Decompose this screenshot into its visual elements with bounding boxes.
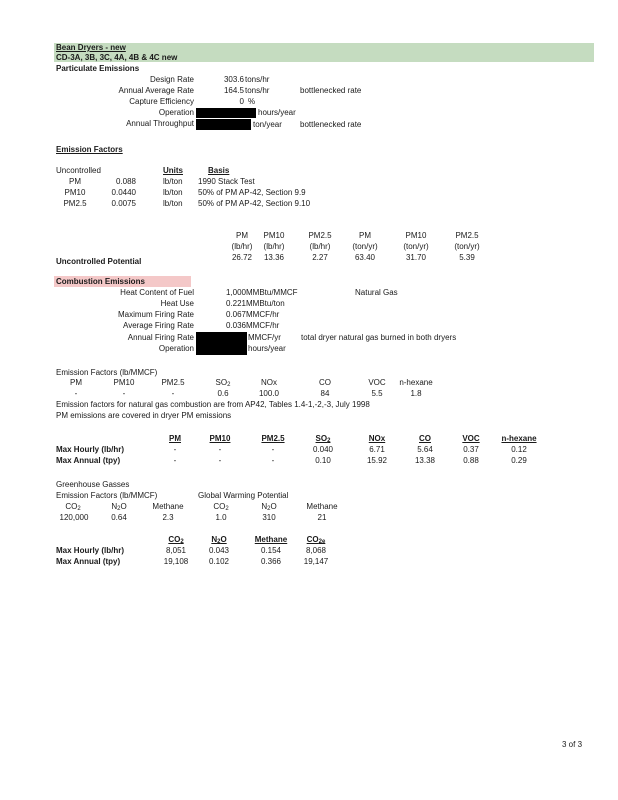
ghg-max-hourly-value: 8,051 [165, 546, 187, 555]
ef-col: PM [70, 378, 82, 387]
max-hourly-value: 0.12 [511, 445, 527, 454]
combustion-label: Average Firing Rate [123, 321, 194, 330]
max-annual-value: 13.38 [414, 456, 436, 465]
max-col: VOC [462, 434, 480, 443]
particulate-unit: tons/hr [245, 86, 270, 95]
ghg-max-annual-value: 0.102 [208, 557, 230, 566]
ef-col: VOC [368, 378, 386, 387]
max-hourly-value: - [173, 445, 177, 454]
combustion-value: 1,000 [225, 288, 246, 297]
uncontrolled-label: Uncontrolled [56, 166, 101, 175]
particulate-value: 0 [239, 97, 244, 106]
potential-value: 26.72 [231, 253, 253, 262]
ef-value: - [122, 389, 126, 398]
redaction-box [196, 343, 247, 355]
ghg-max-hourly-value: 0.154 [260, 546, 282, 555]
potential-col-name: PM2.5 [455, 231, 479, 240]
combustion-label: Operation [158, 344, 194, 353]
ghg-max-hourly-value: 8,068 [305, 546, 327, 555]
ef-unit: lb/ton [163, 199, 183, 208]
potential-col-unit: (ton/yr) [403, 242, 429, 251]
combustion-value: 0.067 [225, 310, 246, 319]
ghg-gwp-heading: Global Warming Potential [198, 491, 289, 500]
ef-col: n-hexane [399, 378, 433, 387]
particulate-label: Operation [158, 108, 194, 117]
ef-basis: 50% of PM AP-42, Section 9.10 [198, 199, 311, 208]
potential-col-name: PM10 [263, 231, 285, 240]
particulate-note: bottlenecked rate [300, 86, 362, 95]
ghg-total-col: $CO_{2e}$ [306, 535, 326, 545]
units-header: Units [163, 166, 183, 175]
combustion-value: 0.036 [225, 321, 246, 330]
potential-col-name: PM [236, 231, 248, 240]
ghg-ef-col: $N_2O$ [111, 502, 127, 512]
particulate-heading: Particulate Emissions [56, 64, 140, 73]
particulate-label: Annual Average Rate [118, 86, 194, 95]
ef-col: PM10 [113, 378, 135, 387]
max-col: CO [419, 434, 431, 443]
combustion-value: 0.221 [225, 299, 246, 308]
ghg-gwp-value: 21 [317, 513, 327, 522]
ghg-ef-col: Methane [152, 502, 184, 511]
max-annual-value: 0.88 [463, 456, 479, 465]
max-annual-value: 0.29 [511, 456, 527, 465]
ef-value: 0.0075 [111, 199, 136, 208]
potential-value: 2.27 [312, 253, 328, 262]
potential-col-unit: (ton/yr) [352, 242, 378, 251]
ef-pollutant: PM10 [64, 188, 86, 197]
max-hourly-label: Max Hourly (lb/hr) [56, 445, 125, 454]
max-annual-value: - [218, 456, 222, 465]
max-annual-label: Max Annual (tpy) [56, 456, 121, 465]
ghg-gwp-col: $CO_2$ [213, 502, 229, 512]
max-col: PM [169, 434, 181, 443]
ghg-total-col: $N_2O$ [211, 535, 227, 545]
potential-col-unit: (ton/yr) [454, 242, 480, 251]
redaction-box [196, 108, 256, 118]
particulate-value: 164.5 [223, 86, 244, 95]
emission-factors-heading: Emission Factors [56, 145, 123, 154]
ghg-total-col: $CO_2$ [168, 535, 184, 545]
ghg-ef-value: 2.3 [162, 513, 174, 522]
combustion-unit: MMBtu/MMCF [246, 288, 298, 297]
ef-value: - [171, 389, 175, 398]
ef-pollutant: PM2.5 [63, 199, 87, 208]
combustion-ef-heading: Emission Factors (lb/MMCF) [56, 368, 158, 377]
ghg-max-annual-value: 19,108 [163, 557, 189, 566]
combustion-label: Heat Use [160, 299, 194, 308]
potential-col-unit: (lb/hr) [309, 242, 331, 251]
ghg-max-hourly-label: Max Hourly (lb/hr) [56, 546, 125, 555]
max-annual-value: - [271, 456, 275, 465]
ef-pollutant: PM [69, 177, 81, 186]
ef-value: 100.0 [258, 389, 280, 398]
ef-col-so2: $SO_2$ [215, 378, 231, 388]
potential-col-unit: (lb/hr) [231, 242, 253, 251]
pm-note: PM emissions are covered in dryer PM emissions [56, 411, 232, 420]
max-hourly-value: - [271, 445, 275, 454]
ghg-ef-heading: Emission Factors (lb/MMCF) [56, 491, 158, 500]
potential-value: 31.70 [405, 253, 427, 262]
particulate-unit: hours/year [258, 108, 296, 117]
max-hourly-value: 6.71 [369, 445, 385, 454]
max-hourly-value: 0.040 [312, 445, 334, 454]
combustion-heading: Combustion Emissions [56, 277, 145, 286]
particulate-label: Annual Throughput [126, 119, 194, 128]
potential-value: 63.40 [354, 253, 376, 262]
combustion-label: Maximum Firing Rate [117, 310, 194, 319]
ef-col: NOx [261, 378, 277, 387]
ghg-max-annual-label: Max Annual (tpy) [56, 557, 121, 566]
max-annual-value: 0.10 [315, 456, 331, 465]
combustion-note: total dryer natural gas burned in both dryers [301, 333, 457, 342]
potential-value: 5.39 [459, 253, 475, 262]
potential-col-name: PM10 [405, 231, 427, 240]
max-col: n-hexane [501, 434, 537, 443]
combustion-label: Annual Firing Rate [127, 333, 194, 342]
ef-unit: lb/ton [163, 188, 183, 197]
ghg-max-annual-value: 0.366 [260, 557, 282, 566]
particulate-unit: tons/hr [245, 75, 270, 84]
particulate-label: Design Rate [149, 75, 194, 84]
particulate-label: Capture Efficiency [129, 97, 194, 106]
redaction-box [196, 119, 251, 130]
combustion-unit: MMBtu/ton [246, 299, 285, 308]
max-col-so2: $SO_2$ [315, 434, 331, 444]
ghg-max-annual-value: 19,147 [303, 557, 329, 566]
potential-value: 13.36 [263, 253, 285, 262]
potential-col-name: PM [359, 231, 371, 240]
max-hourly-value: 0.37 [463, 445, 479, 454]
combustion-unit: hours/year [248, 344, 286, 353]
ghg-gwp-value: 1.0 [215, 513, 227, 522]
ef-col: CO [319, 378, 331, 387]
document-title: Bean Dryers - new [56, 43, 126, 52]
max-annual-value: - [173, 456, 177, 465]
ef-value: 0.6 [217, 389, 229, 398]
ef-source-note: Emission factors for natural gas combustion are from AP42, Tables 1.4-1,-2,-3, July 1998 [56, 400, 370, 409]
ghg-gwp-col: Methane [306, 502, 338, 511]
combustion-unit: MMCF/hr [246, 321, 280, 330]
ef-value: 0.0440 [111, 188, 136, 197]
max-annual-value: 15.92 [366, 456, 388, 465]
redaction-box [196, 332, 247, 343]
ghg-gwp-value: 310 [262, 513, 276, 522]
ghg-ef-value: 0.64 [111, 513, 127, 522]
ghg-ef-value: 120,000 [59, 513, 89, 522]
ef-basis: 50% of PM AP-42, Section 9.9 [198, 188, 306, 197]
potential-col-unit: (lb/hr) [263, 242, 285, 251]
ef-value: 84 [320, 389, 330, 398]
potential-col-name: PM2.5 [308, 231, 332, 240]
basis-header: Basis [208, 166, 230, 175]
max-hourly-value: - [218, 445, 222, 454]
ghg-gwp-col: $N_2O$ [261, 502, 277, 512]
particulate-note: bottlenecked rate [300, 120, 362, 129]
max-col: PM2.5 [261, 434, 285, 443]
ghg-heading: Greenhouse Gasses [56, 480, 130, 489]
page-number: 3 of 3 [562, 740, 583, 749]
fuel-type-note: Natural Gas [355, 288, 398, 297]
ef-basis: 1990 Stack Test [198, 177, 255, 186]
combustion-label: Heat Content of Fuel [120, 288, 194, 297]
max-hourly-value: 5.64 [417, 445, 433, 454]
ef-col: PM2.5 [161, 378, 185, 387]
max-col: NOx [368, 434, 386, 443]
potential-row-label: Uncontrolled Potential [56, 257, 142, 266]
ef-value: 1.8 [410, 389, 422, 398]
ef-value: 5.5 [371, 389, 383, 398]
combustion-unit: MMCF/yr [248, 333, 281, 342]
particulate-value: 303.6 [223, 75, 244, 84]
ghg-max-hourly-value: 0.043 [208, 546, 230, 555]
ef-unit: lb/ton [163, 177, 183, 186]
ghg-ef-col: $CO_2$ [65, 502, 81, 512]
particulate-unit: % [248, 97, 256, 106]
document-subtitle: CD-3A, 3B, 3C, 4A, 4B & 4C new [56, 53, 178, 62]
ef-value: 0.088 [115, 177, 136, 186]
max-col: PM10 [209, 434, 231, 443]
ghg-total-col: Methane [254, 535, 288, 544]
particulate-unit: ton/year [253, 120, 282, 129]
combustion-unit: MMCF/hr [246, 310, 280, 319]
ef-value: - [74, 389, 78, 398]
